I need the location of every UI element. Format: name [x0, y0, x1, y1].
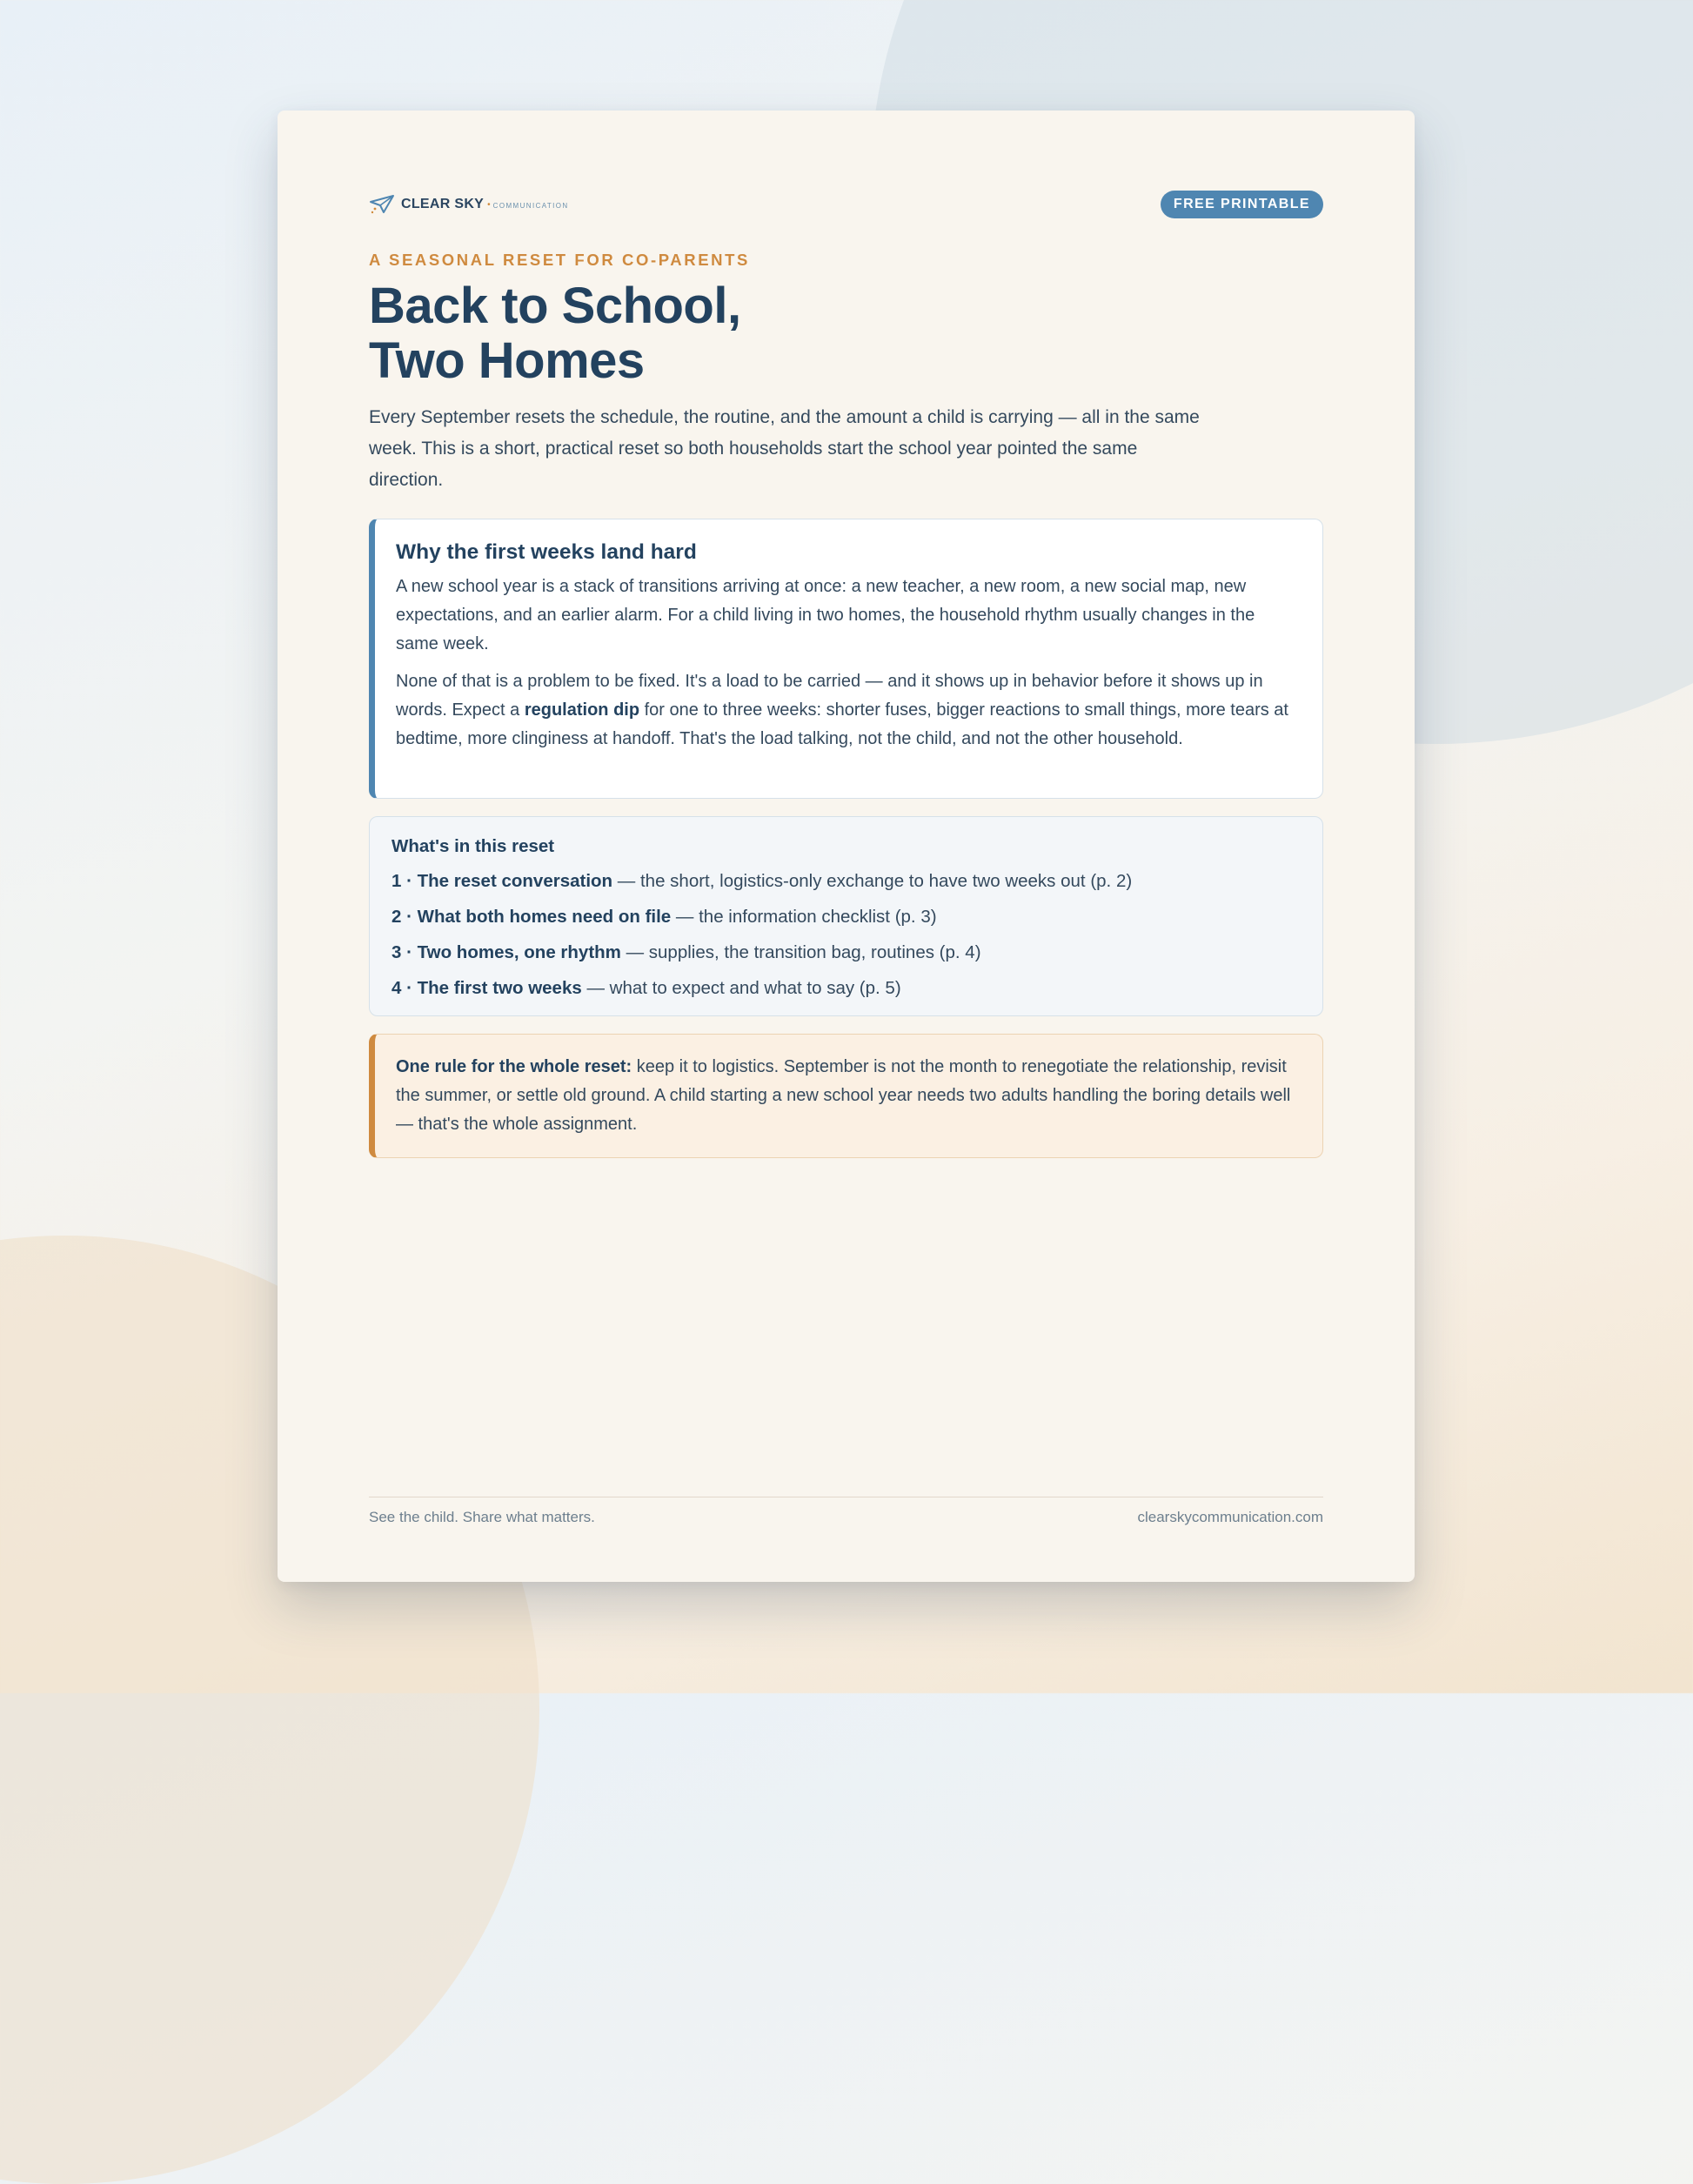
contents-card — [369, 816, 1323, 1016]
page-title — [369, 278, 741, 388]
page-header — [369, 191, 1323, 220]
title-line-2: Two Homes — [369, 332, 645, 389]
contents-item-desc: — what to expect and what to say (p. 5) — [581, 978, 901, 998]
brand-subtitle: COMMUNICATION — [492, 202, 569, 210]
page-content — [369, 111, 1323, 1582]
why-heading: Why the first weeks land hard — [396, 540, 697, 564]
contents-item-title: Two homes, one rhythm — [417, 942, 621, 962]
contents-item-desc: — the information checklist (p. 3) — [671, 907, 937, 927]
contents-item-number: 4 · — [391, 978, 412, 998]
eyebrow-label: A SEASONAL RESET FOR CO-PARENTS — [369, 251, 750, 269]
footer-tagline: See the child. Share what matters. — [369, 1509, 595, 1525]
brand-separator: • — [487, 199, 491, 210]
regulation-dip-term: regulation dip — [524, 700, 640, 720]
contents-item — [391, 970, 1301, 1006]
why-paragraph-1: A new school year is a stack of transitions arriving at once: a new teacher, a new room, a new social map, new expectations, and an earlier alarm. For a child living in two homes, the household rhythm usually changes in the same week. — [396, 577, 1255, 653]
contents-item-desc: — supplies, the transition bag, routines (p. 4) — [620, 942, 981, 962]
contents-item-desc: — the short, logistics-only exchange to have two weeks out (p. 2) — [612, 871, 1133, 891]
contents-item-number: 3 · — [391, 942, 412, 962]
rule-text — [396, 1053, 1302, 1139]
rule-callout — [369, 1034, 1323, 1158]
rule-body: keep it to logistics. September is not the month to renegotiate the relationship, revisit the summer, or settle old ground. A child starting a new school year needs two adults handling the boring details well — that's the whole assignment. — [396, 1057, 1291, 1134]
footer-website-link[interactable]: clearskycommunication.com — [1137, 1509, 1323, 1525]
contents-item-title: The first two weeks — [417, 978, 582, 998]
why-p2-end: for one to three weeks: shorter fuses, bigger reactions to small things, more tears at bedtime, more clinginess at handoff. That's the load talking, not the child, and not the other household. — [396, 700, 1288, 748]
free-printable-badge: FREE PRINTABLE — [1161, 191, 1323, 218]
why-paragraph-2 — [396, 667, 1302, 754]
contents-item — [391, 935, 1301, 970]
paper-plane-icon — [369, 194, 395, 215]
contents-item-title: What both homes need on file — [417, 907, 672, 927]
why-card — [369, 519, 1323, 799]
contents-item-title: The reset conversation — [417, 871, 613, 891]
title-line-1: Back to School, — [369, 278, 741, 334]
contents-item-number: 2 · — [391, 907, 412, 927]
intro-paragraph: Every September resets the schedule, the routine, and the amount a child is carrying — all in the same week. This is a short, practical reset so both households start the school year pointed the same direction. — [369, 407, 1200, 490]
contents-item — [391, 899, 1301, 935]
brand-logo[interactable] — [369, 194, 569, 215]
why-p2-start: None of that is a problem to be fixed. It's a load to be carried — and it shows up in behavior before it shows up in words. Expect a — [396, 672, 1263, 720]
brand-name: CLEAR SKY — [401, 197, 485, 211]
contents-item-number: 1 · — [391, 871, 412, 891]
rule-heading: One rule for the whole reset: — [396, 1057, 632, 1076]
contents-title: What's in this reset — [391, 836, 555, 856]
printable-page — [278, 111, 1415, 1582]
contents-item — [391, 863, 1301, 899]
